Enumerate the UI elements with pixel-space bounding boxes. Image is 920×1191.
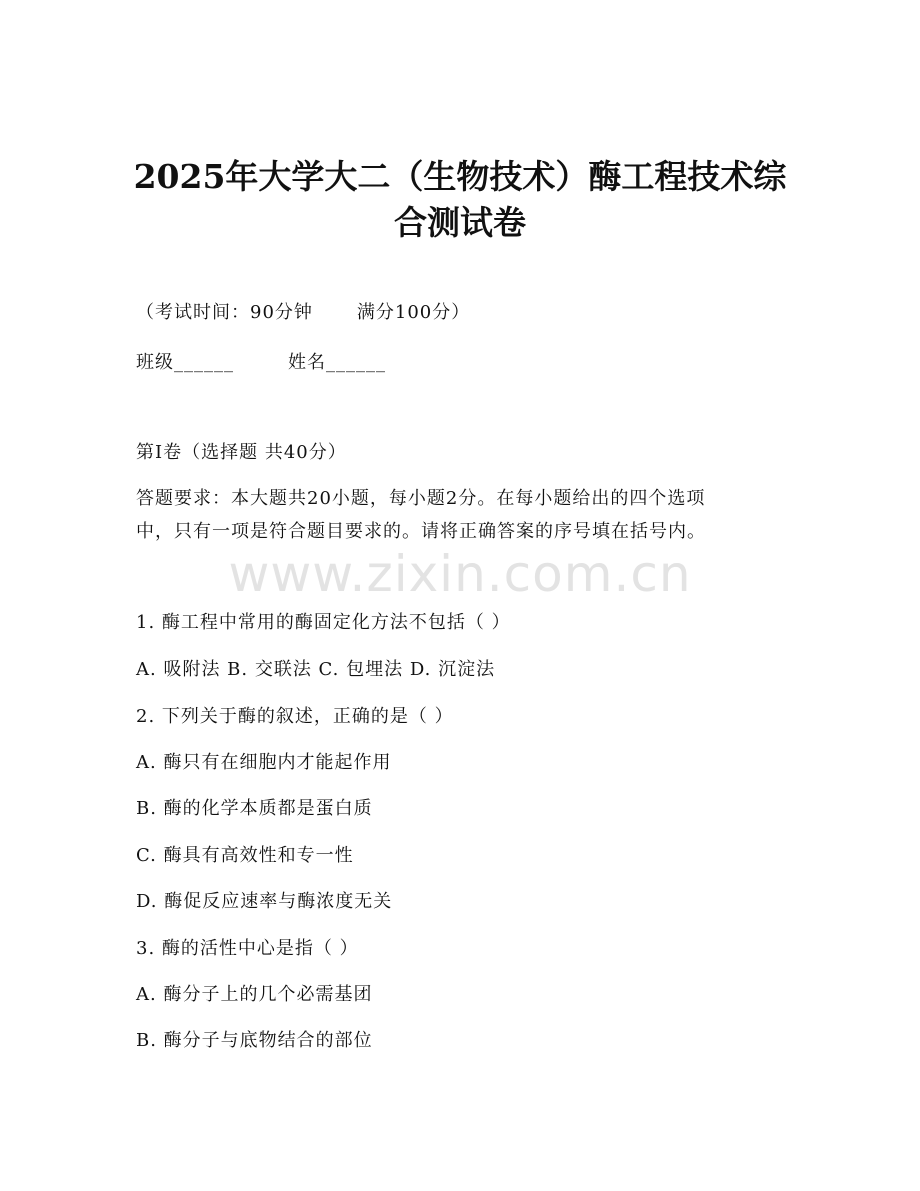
exam-time: （考试时间：90分钟 (136, 302, 313, 323)
title-line-2: 合测试卷 (394, 203, 526, 242)
class-field-label: 班级______ (136, 352, 234, 373)
watermark: www.zixin.com.cn (228, 545, 692, 603)
page-title (80, 154, 840, 246)
title-line-1: 2025年大学大二（生物技术）酶工程技术综 (133, 157, 787, 196)
question-2-option-c: C. 酶具有高效性和专一性 (136, 845, 354, 866)
student-info (136, 350, 386, 376)
section-instruction-line-1: 答题要求：本大题共20小题，每小题2分。在每小题给出的四个选项 (136, 488, 706, 509)
question-2-option-a: A. 酶只有在细胞内才能起作用 (136, 752, 392, 773)
section-instruction-line-2: 中，只有一项是符合题目要求的。请将正确答案的序号填在括号内。 (136, 521, 706, 542)
question-2-option-d: D. 酶促反应速率与酶浓度无关 (136, 891, 393, 912)
question-3-option-b: B. 酶分子与底物结合的部位 (136, 1030, 373, 1051)
exam-full-score: 满分100分） (356, 302, 471, 323)
name-field-label: 姓名______ (288, 352, 386, 373)
question-2-stem: 2. 下列关于酶的叙述，正确的是（ ） (136, 706, 454, 727)
exam-info (136, 300, 470, 326)
question-3-option-a: A. 酶分子上的几个必需基团 (136, 984, 373, 1005)
section-heading: 第I卷（选择题 共40分） (136, 442, 347, 463)
question-3-stem: 3. 酶的活性中心是指（ ） (136, 938, 359, 959)
question-1-options: A. 吸附法 B. 交联法 C. 包埋法 D. 沉淀法 (136, 659, 496, 680)
question-1-stem: 1. 酶工程中常用的酶固定化方法不包括（ ） (136, 612, 511, 633)
question-2-option-b: B. 酶的化学本质都是蛋白质 (136, 798, 373, 819)
